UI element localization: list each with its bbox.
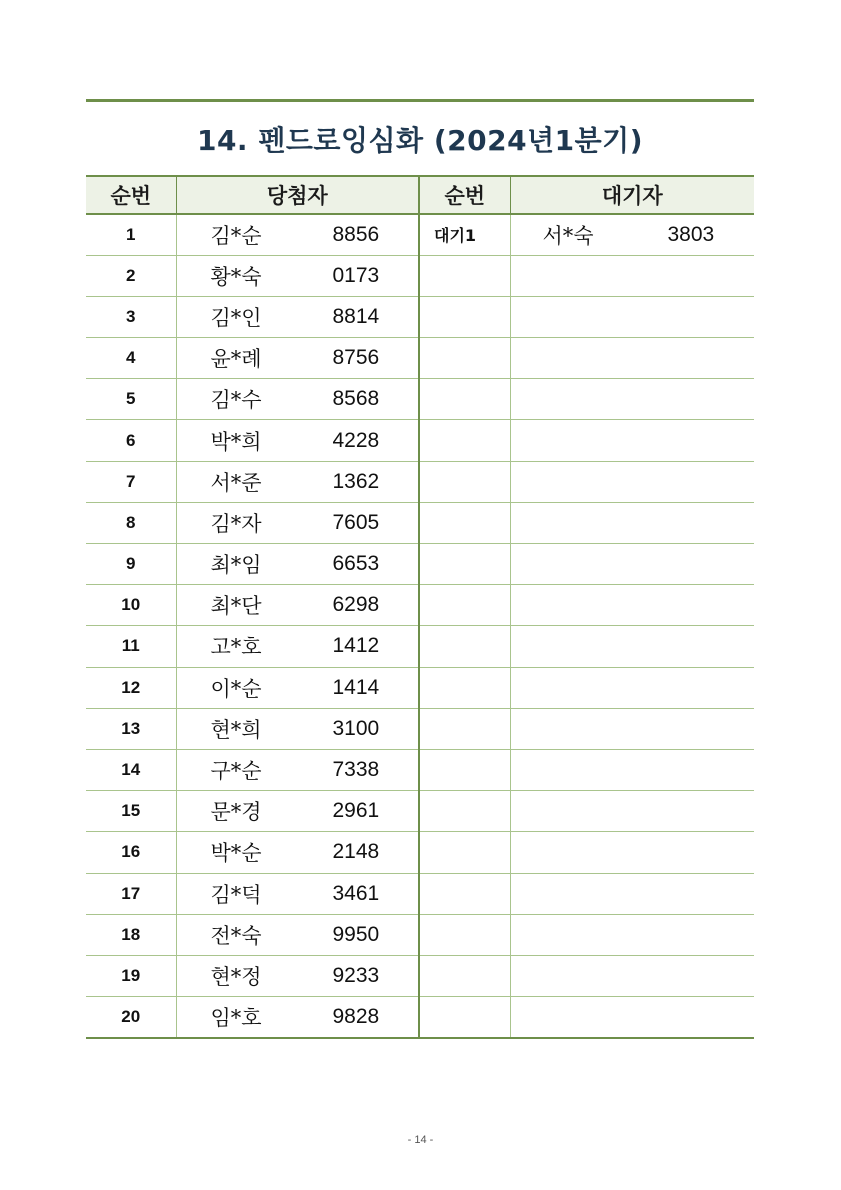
header-winner: 당첨자 xyxy=(176,176,419,214)
winner-cell xyxy=(176,338,419,379)
winner-no: 7 xyxy=(86,461,176,502)
winner-code: 4228 xyxy=(332,428,380,452)
table-row xyxy=(86,791,754,832)
table-body xyxy=(86,214,754,1038)
waitlist-cell xyxy=(510,955,754,996)
waitlist-no xyxy=(419,873,510,914)
winner-no: 8 xyxy=(86,502,176,543)
waitlist-no xyxy=(419,832,510,873)
winner-cell xyxy=(176,997,419,1038)
winner-code: 8756 xyxy=(332,346,380,370)
table-row xyxy=(86,873,754,914)
winner-code: 6653 xyxy=(332,552,380,576)
waitlist-no: 대기1 xyxy=(419,214,510,255)
waitlist-no xyxy=(419,255,510,296)
waitlist-cell xyxy=(510,255,754,296)
waitlist-cell xyxy=(510,379,754,420)
winner-no: 5 xyxy=(86,379,176,420)
waitlist-code: 3803 xyxy=(667,222,715,246)
winner-name: 고*호 xyxy=(210,635,262,660)
waitlist-cell xyxy=(510,667,754,708)
winner-code: 1412 xyxy=(332,634,380,658)
waitlist-cell xyxy=(510,420,754,461)
winner-name: 박*순 xyxy=(210,841,262,866)
waitlist-no xyxy=(419,914,510,955)
table-row xyxy=(86,955,754,996)
winner-code: 7338 xyxy=(332,758,380,782)
winner-name: 김*인 xyxy=(210,305,262,330)
table-row xyxy=(86,997,754,1038)
winner-no: 12 xyxy=(86,667,176,708)
winner-no: 17 xyxy=(86,873,176,914)
winner-code: 2148 xyxy=(332,840,380,864)
table-row xyxy=(86,585,754,626)
winner-name: 이*순 xyxy=(210,676,262,701)
table-row xyxy=(86,832,754,873)
winner-name: 박*희 xyxy=(210,429,262,454)
waitlist-cell xyxy=(510,585,754,626)
waitlist-name: 서*숙 xyxy=(542,223,594,248)
waitlist-cell xyxy=(510,873,754,914)
winner-name: 현*정 xyxy=(210,964,262,989)
winner-cell xyxy=(176,955,419,996)
waitlist-cell xyxy=(510,997,754,1038)
table-row xyxy=(86,255,754,296)
winner-code: 9233 xyxy=(332,963,380,987)
waitlist-no xyxy=(419,997,510,1038)
waitlist-cell xyxy=(510,832,754,873)
winner-no: 6 xyxy=(86,420,176,461)
waitlist-no xyxy=(419,338,510,379)
winner-code: 1414 xyxy=(332,675,380,699)
winner-name: 윤*례 xyxy=(210,347,262,372)
waitlist-no xyxy=(419,379,510,420)
winner-name: 최*단 xyxy=(210,594,262,619)
winner-cell xyxy=(176,585,419,626)
table-row xyxy=(86,544,754,585)
winner-cell xyxy=(176,255,419,296)
winner-cell xyxy=(176,214,419,255)
winner-name: 김*덕 xyxy=(210,882,262,907)
page-title: 14. 펜드로잉심화 (2024년1분기) xyxy=(196,123,644,157)
winner-code: 9950 xyxy=(332,922,380,946)
table-row xyxy=(86,461,754,502)
winner-cell xyxy=(176,626,419,667)
winner-no: 3 xyxy=(86,296,176,337)
document xyxy=(86,99,754,1039)
waitlist-no xyxy=(419,955,510,996)
waitlist-cell xyxy=(510,791,754,832)
winner-name: 구*순 xyxy=(210,759,262,784)
winner-no: 20 xyxy=(86,997,176,1038)
winner-name: 김*자 xyxy=(210,511,262,536)
waitlist-no xyxy=(419,420,510,461)
winner-name: 김*수 xyxy=(210,388,262,413)
table-row xyxy=(86,502,754,543)
waitlist-cell xyxy=(510,214,754,255)
winner-cell xyxy=(176,461,419,502)
winner-no: 18 xyxy=(86,914,176,955)
waitlist-cell xyxy=(510,296,754,337)
winner-code: 8856 xyxy=(332,222,380,246)
winner-name: 현*희 xyxy=(210,717,262,742)
page-number: - 14 - xyxy=(407,1134,434,1146)
winner-no: 19 xyxy=(86,955,176,996)
winner-cell xyxy=(176,667,419,708)
waitlist-no xyxy=(419,626,510,667)
winner-no: 1 xyxy=(86,214,176,255)
waitlist-cell xyxy=(510,914,754,955)
header-waitlist-no: 순번 xyxy=(419,176,510,214)
winner-cell xyxy=(176,873,419,914)
winner-code: 6298 xyxy=(332,593,380,617)
waitlist-cell xyxy=(510,626,754,667)
winner-name: 김*순 xyxy=(210,223,262,248)
winner-name: 전*숙 xyxy=(210,923,262,948)
header-no: 순번 xyxy=(86,176,176,214)
table-row xyxy=(86,749,754,790)
table-row xyxy=(86,296,754,337)
winner-code: 8568 xyxy=(332,387,380,411)
winner-cell xyxy=(176,749,419,790)
table-row xyxy=(86,914,754,955)
winner-name: 서*준 xyxy=(210,470,262,495)
waitlist-no xyxy=(419,502,510,543)
winner-name: 황*숙 xyxy=(210,264,262,289)
waitlist-cell xyxy=(510,708,754,749)
winner-name: 문*경 xyxy=(210,800,262,825)
waitlist-no xyxy=(419,544,510,585)
winner-no: 11 xyxy=(86,626,176,667)
waitlist-no xyxy=(419,791,510,832)
winner-cell xyxy=(176,420,419,461)
table-row xyxy=(86,626,754,667)
winner-no: 9 xyxy=(86,544,176,585)
header-waitlist: 대기자 xyxy=(510,176,754,214)
winner-code: 3100 xyxy=(332,716,380,740)
winner-cell xyxy=(176,502,419,543)
table-row xyxy=(86,420,754,461)
winner-cell xyxy=(176,708,419,749)
winner-name: 최*임 xyxy=(210,553,262,578)
waitlist-cell xyxy=(510,338,754,379)
waitlist-no xyxy=(419,296,510,337)
table-row xyxy=(86,667,754,708)
winner-cell xyxy=(176,791,419,832)
waitlist-cell xyxy=(510,461,754,502)
table-row xyxy=(86,338,754,379)
waitlist-no xyxy=(419,749,510,790)
table-row xyxy=(86,708,754,749)
table-row xyxy=(86,379,754,420)
waitlist-no xyxy=(419,461,510,502)
winner-code: 8814 xyxy=(332,304,380,328)
winner-code: 9828 xyxy=(332,1004,380,1028)
winner-no: 14 xyxy=(86,749,176,790)
winner-code: 1362 xyxy=(332,469,380,493)
table-row xyxy=(86,214,754,255)
waitlist-cell xyxy=(510,502,754,543)
winner-code: 0173 xyxy=(332,263,380,287)
winner-code: 2961 xyxy=(332,799,380,823)
waitlist-cell xyxy=(510,544,754,585)
winner-name: 임*호 xyxy=(210,1005,262,1030)
waitlist-no xyxy=(419,708,510,749)
winner-no: 16 xyxy=(86,832,176,873)
winner-cell xyxy=(176,296,419,337)
waitlist-no xyxy=(419,667,510,708)
winner-cell xyxy=(176,914,419,955)
winner-no: 10 xyxy=(86,585,176,626)
waitlist-cell xyxy=(510,749,754,790)
results-table xyxy=(86,175,754,1039)
winner-cell xyxy=(176,832,419,873)
winner-no: 13 xyxy=(86,708,176,749)
winner-code: 7605 xyxy=(332,510,380,534)
waitlist-no xyxy=(419,585,510,626)
winner-code: 3461 xyxy=(332,881,380,905)
winner-no: 4 xyxy=(86,338,176,379)
winner-cell xyxy=(176,379,419,420)
winner-cell xyxy=(176,544,419,585)
winner-no: 2 xyxy=(86,255,176,296)
winner-no: 15 xyxy=(86,791,176,832)
table-header-row xyxy=(86,176,754,214)
